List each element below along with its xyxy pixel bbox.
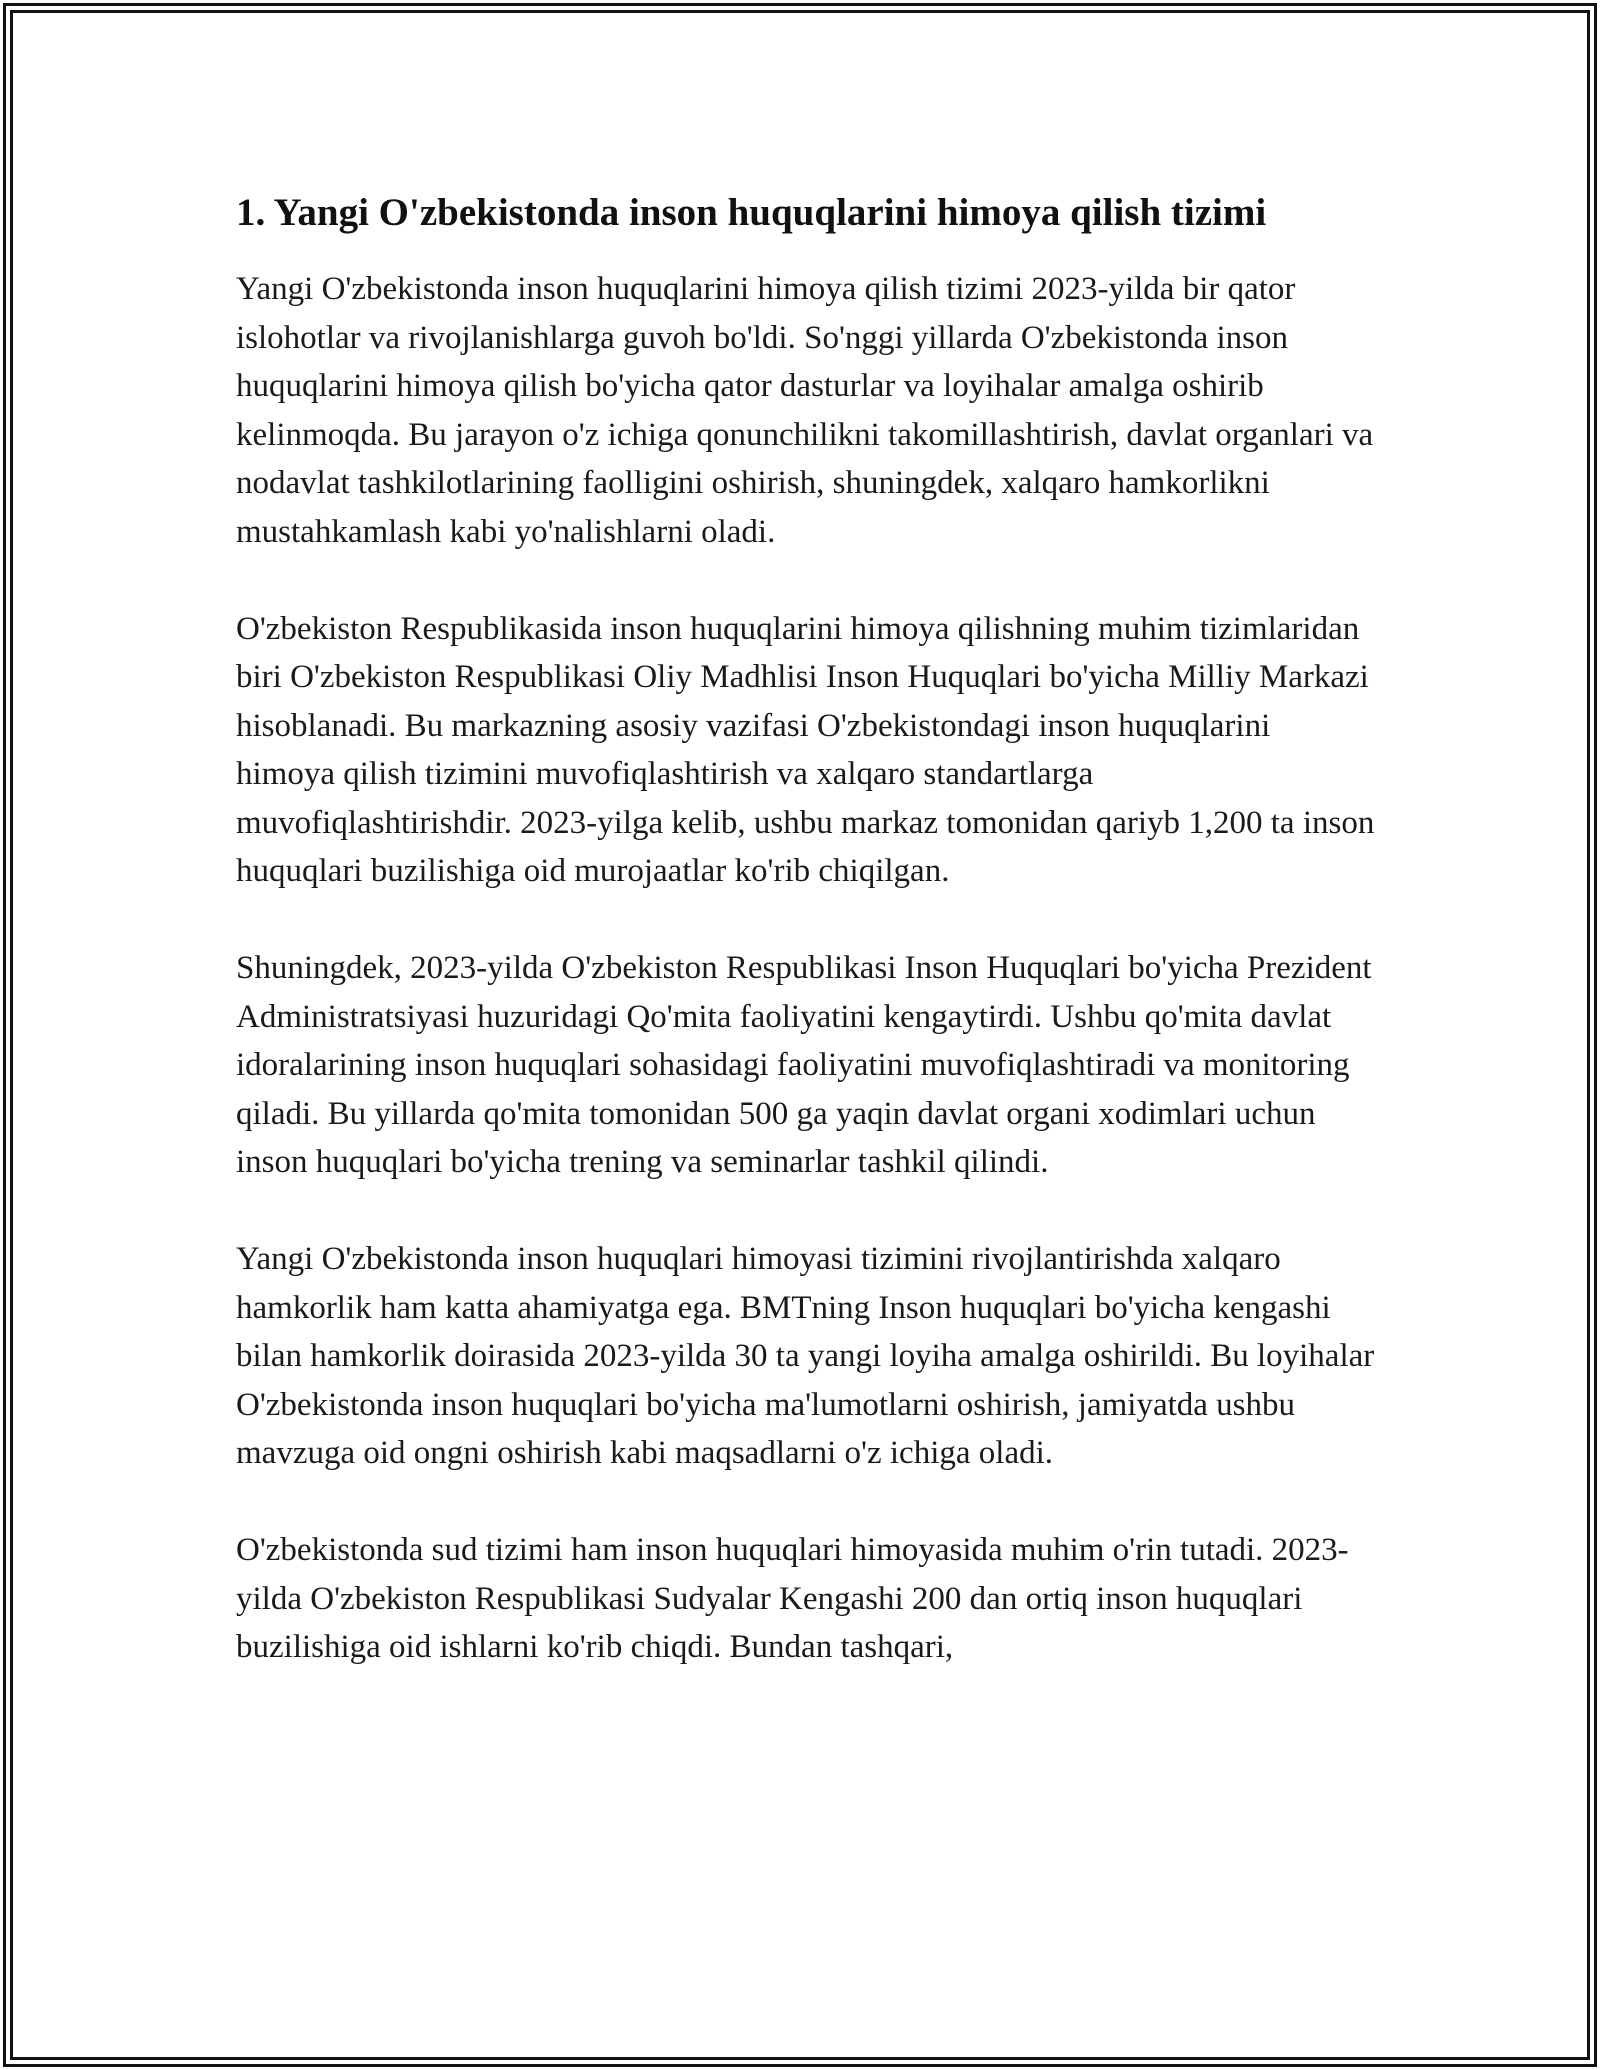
paragraph-4: Yangi O'zbekistonda inson huquqlari himoyasi tizimini rivojlantirishda xalqaro hamkorlik ham katta ahamiyatga ega. BMTning Inson huquqlari bo'yicha kengashi bilan hamkorlik doirasida 2023-yilda 30 ta yangi loyiha amalga oshirildi. Bu loyihalar O'zbekistonda inson huquqlari bo'yicha ma'lumotlarni oshirish, jamiyatda ushbu mavzuga oid ongni oshirish kabi maqsadlarni o'z ichiga oladi. — [236, 1241, 1375, 1471]
paragraph-2: O'zbekiston Respublikasida inson huquqlarini himoya qilishning muhim tizimlaridan biri O'zbekiston Respublikasi Oliy Madhlisi Inson Huquqlari bo'yicha Milliy Markazi hisoblanadi. Bu markazning asosiy vazifasi O'zbekistondagi inson huquqlarini himoya qilish tizimini muvofiqlashtirish va xalqaro standartlarga muvofiqlashtirishdir. 2023-yilga kelib, ushbu markaz tomonidan qariyb 1,200 ta inson huquqlari buzilishiga oid murojaatlar ko'rib chiqilgan. — [236, 610, 1375, 889]
section-title: 1. Yangi O'zbekistonda inson huquqlarini himoya qilish tizimi — [236, 191, 1267, 234]
paragraph-3: Shuningdek, 2023-yilda O'zbekiston Respublikasi Inson Huquqlari bo'yicha Prezident Administratsiyasi huzuridagi Qo'mita faoliyatini kengaytirdi. Ushbu qo'mita davlat idoralarining inson huquqlari sohasidagi faoliyatini muvofiqlashtiradi va monitoring qiladi. Bu yillarda qo'mita tomonidan 500 ga yaqin davlat organi xodimlari uchun inson huquqlari bo'yicha trening va seminarlar tashkil qilindi. — [236, 950, 1372, 1180]
document-body — [236, 187, 1376, 1720]
paragraph-1: Yangi O'zbekistonda inson huquqlarini himoya qilish tizimi 2023-yilda bir qator islohotlar va rivojlanishlarga guvoh bo'ldi. So'nggi yillarda O'zbekistonda inson huquqlarini himoya qilish bo'yicha qator dasturlar va loyihalar amalga oshirib kelinmoqda. Bu jarayon o'z ichiga qonunchilikni takomillashtirish, davlat organlari va nodavlat tashkilotlarining faolligini oshirish, shuningdek, xalqaro hamkorlikni mustahkamlash kabi yo'nalishlarni oladi. — [236, 271, 1374, 550]
paragraph-5: O'zbekistonda sud tizimi ham inson huquqlari himoyasida muhim o'rin tutadi. 2023-yilda O'zbekiston Respublikasi Sudyalar Kengashi 200 dan ortiq inson huquqlari buzilishiga oid ishlarni ko'rib chiqdi. Bundan tashqari, — [236, 1532, 1349, 1665]
